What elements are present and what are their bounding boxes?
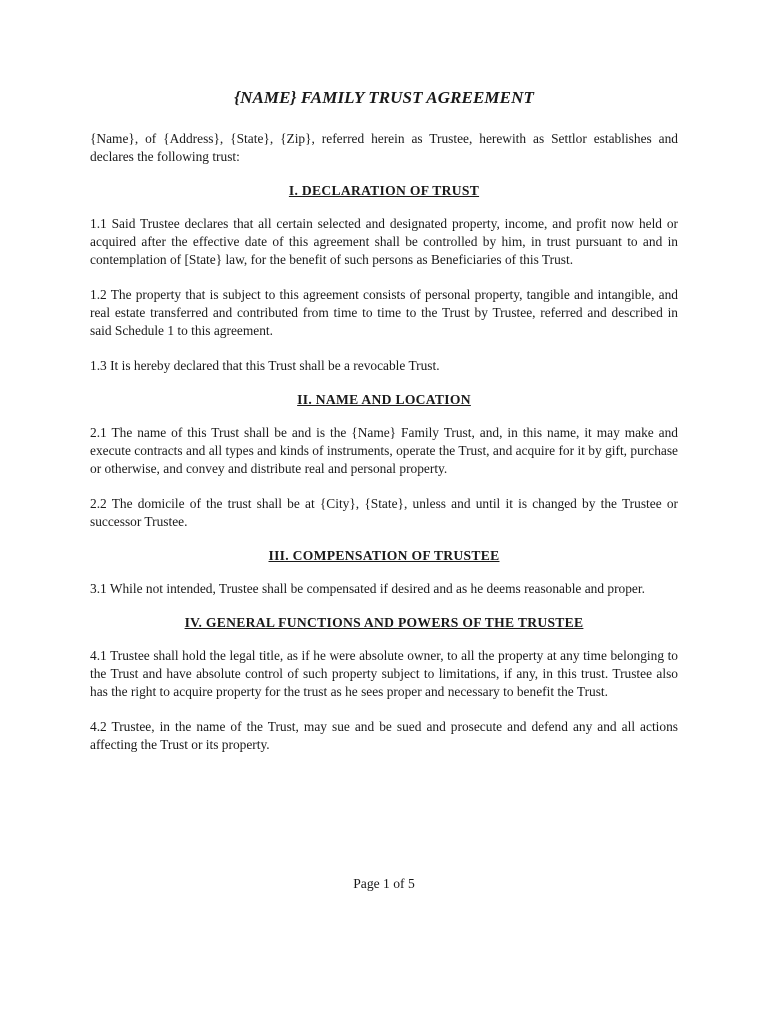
- paragraph-2-1: 2.1 The name of this Trust shall be and is the {Name} Family Trust, and, in this name, it may make and execute contracts and all types and kinds of instruments, operate the Trust, and acquire for it by gift, purchase or otherwise, and convey and distribute real and personal property.: [90, 425, 678, 476]
- section-heading: IV. GENERAL FUNCTIONS AND POWERS OF THE TRUSTEE: [184, 615, 584, 630]
- section-name-and-location: [90, 392, 678, 531]
- document-page: [90, 88, 678, 771]
- paragraph-4-1: 4.1 Trustee shall hold the legal title, as if he were absolute owner, to all the property at any time belonging to the Trust and have absolute control of such property subject to limitations, if any, in this trust. Trustee also has the right to acquire property for the trust as he sees proper and necessary to benefit the Trust.: [90, 648, 678, 699]
- paragraph-3-1: 3.1 While not intended, Trustee shall be compensated if desired and as he deems reasonable and proper.: [90, 581, 645, 596]
- paragraph-1-1: 1.1 Said Trustee declares that all certain selected and designated property, income, and profit now held or acquired after the effective date of this agreement shall be controlled by him, in trust pursuant to and in contemplation of [State} law, for the benefit of such persons as Beneficiaries of this Trust.: [90, 216, 678, 267]
- section-declaration-of-trust: [90, 183, 678, 375]
- document-title: {NAME} FAMILY TRUST AGREEMENT: [234, 88, 534, 107]
- paragraph-1-2: 1.2 The property that is subject to this agreement consists of personal property, tangible and intangible, and real estate transferred and contributed from time to time to the Trust by Trustee, referred and described in said Schedule 1 to this agreement.: [90, 287, 678, 338]
- intro-paragraph: {Name}, of {Address}, {State}, {Zip}, referred herein as Trustee, herewith as Settlor establishes and declares the following trust:: [90, 131, 678, 164]
- paragraph-1-3: 1.3 It is hereby declared that this Trust shall be a revocable Trust.: [90, 358, 440, 373]
- paragraph-4-2: 4.2 Trustee, in the name of the Trust, may sue and be sued and prosecute and defend any and all actions affecting the Trust or its property.: [90, 719, 678, 752]
- section-heading: II. NAME AND LOCATION: [297, 392, 471, 407]
- paragraph-2-2: 2.2 The domicile of the trust shall be at {City}, {State}, unless and until it is changed by the Trustee or successor Trustee.: [90, 496, 678, 529]
- section-heading: I. DECLARATION OF TRUST: [288, 183, 480, 198]
- section-compensation-of-trustee: [90, 548, 678, 598]
- section-general-functions-and-powers: [90, 615, 678, 754]
- section-heading: III. COMPENSATION OF TRUSTEE: [268, 548, 500, 563]
- page-number-footer: Page 1 of 5: [353, 876, 415, 891]
